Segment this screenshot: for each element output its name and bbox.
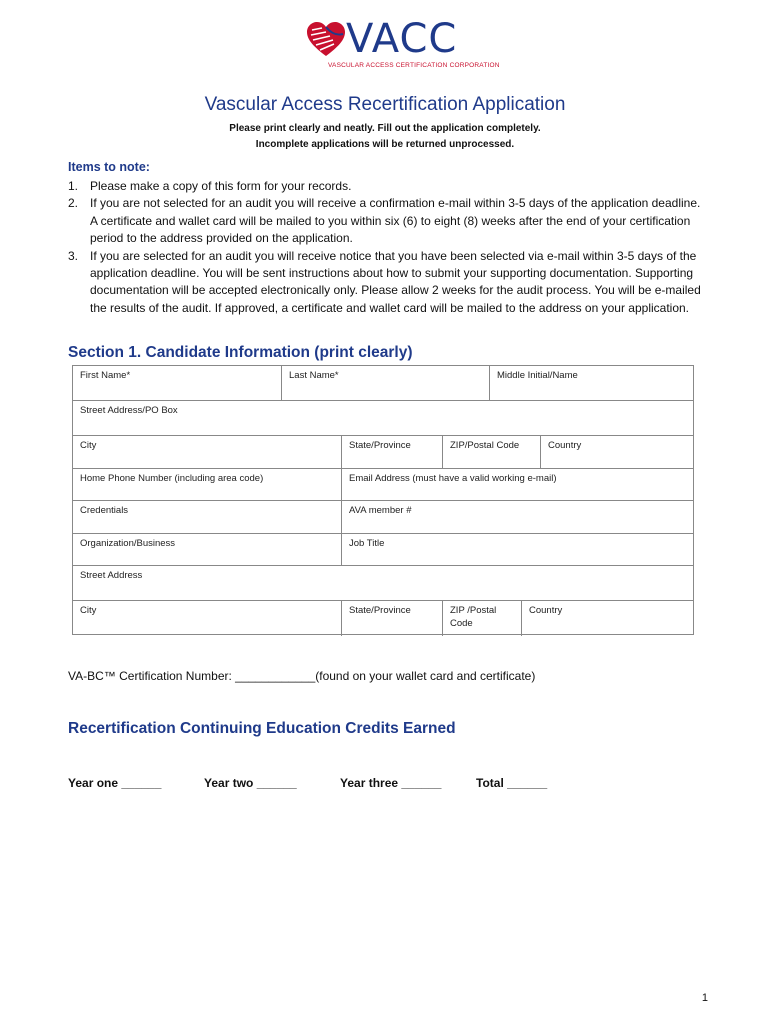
total-field[interactable]: Total ______ — [476, 776, 548, 790]
country-field[interactable]: Country — [548, 440, 582, 451]
zip-2-field[interactable]: ZIP /Postal Code — [443, 601, 522, 636]
page-number: 1 — [701, 992, 708, 1004]
ava-member-field[interactable]: AVA member # — [349, 505, 412, 516]
table-row — [73, 501, 693, 534]
table-row — [73, 566, 693, 601]
state-2-field[interactable]: State/Province — [342, 601, 443, 636]
notes-heading: Items to note: — [68, 160, 150, 174]
state-field[interactable]: State/Province — [342, 436, 443, 468]
note-item — [68, 178, 708, 195]
organization-field[interactable]: Organization/Business — [73, 534, 342, 565]
table-row — [73, 366, 693, 401]
year-one-field[interactable]: Year one ______ — [68, 776, 162, 790]
country-2-field[interactable]: Country — [529, 605, 563, 616]
first-name-field[interactable]: First Name* — [73, 366, 282, 400]
year-two-field[interactable]: Year two ______ — [204, 776, 297, 790]
year-three-field[interactable]: Year three ______ — [340, 776, 442, 790]
heart-logo-icon — [306, 22, 346, 58]
note-item — [68, 195, 708, 247]
zip-field[interactable]: ZIP/Postal Code — [443, 436, 541, 468]
last-name-field[interactable]: Last Name* — [282, 366, 490, 400]
job-title-field[interactable]: Job Title — [349, 538, 385, 549]
instruction-line-1: Please print clearly and neatly. Fill out the application completely. — [229, 123, 541, 134]
section1-heading: Section 1. Candidate Information (print clearly) — [68, 344, 413, 361]
note-number: 2. — [68, 196, 79, 211]
street-address-field[interactable]: Street Address — [80, 570, 143, 581]
note-item — [68, 248, 708, 318]
vacc-logo — [306, 16, 500, 74]
table-row — [73, 601, 693, 636]
table-row — [73, 436, 693, 469]
certification-number-line[interactable]: VA-BC™ Certification Number: ____________(found on your wallet card and certificate) — [68, 669, 536, 683]
candidate-info-table — [72, 365, 694, 635]
note-number: 1. — [68, 179, 79, 193]
note-text: Please make a copy of this form for your records. — [90, 179, 352, 193]
table-row — [73, 401, 693, 436]
home-phone-field[interactable]: Home Phone Number (including area code) — [73, 469, 342, 500]
table-row — [73, 469, 693, 501]
email-field[interactable]: Email Address (must have a valid working e-mail) — [349, 473, 557, 484]
table-row — [73, 534, 693, 566]
notes-list — [68, 178, 708, 317]
instruction-line-2: Incomplete applications will be returned unprocessed. — [255, 139, 515, 150]
logo-wordmark: VACC — [346, 16, 458, 62]
note-number: 3. — [68, 248, 79, 263]
credentials-field[interactable]: Credentials — [73, 501, 342, 533]
street-po-field[interactable]: Street Address/PO Box — [80, 405, 178, 416]
section2-heading: Recertification Continuing Education Credits Earned — [68, 720, 456, 737]
middle-initial-field[interactable]: Middle Initial/Name — [497, 370, 578, 381]
page-title: Vascular Access Recertification Application — [204, 94, 566, 115]
note-text: If you are not selected for an audit you will receive a confirmation e-mail within 3-5 days of the application deadline. A certificate and wallet card will be mailed to you within six (6) to eight (8) weeks after the end of your certification period to the address provided on the application. — [90, 196, 701, 246]
city-field[interactable]: City — [73, 436, 342, 468]
note-text: If you are selected for an audit you will receive notice that you have been selected via e-mail within 3-5 days of the application deadline. You will be sent instructions about how to submit your supporting documentation. Supporting documentation will be accepted electronically only. Please allow 2 weeks for the audit process. You will be e-mailed the results of the audit. If approved, a certificate and wallet card will be mailed to the address on your application. — [90, 248, 701, 315]
city-2-field[interactable]: City — [73, 601, 342, 636]
logo-tagline: VASCULAR ACCESS CERTIFICATION CORPORATION — [328, 62, 500, 69]
